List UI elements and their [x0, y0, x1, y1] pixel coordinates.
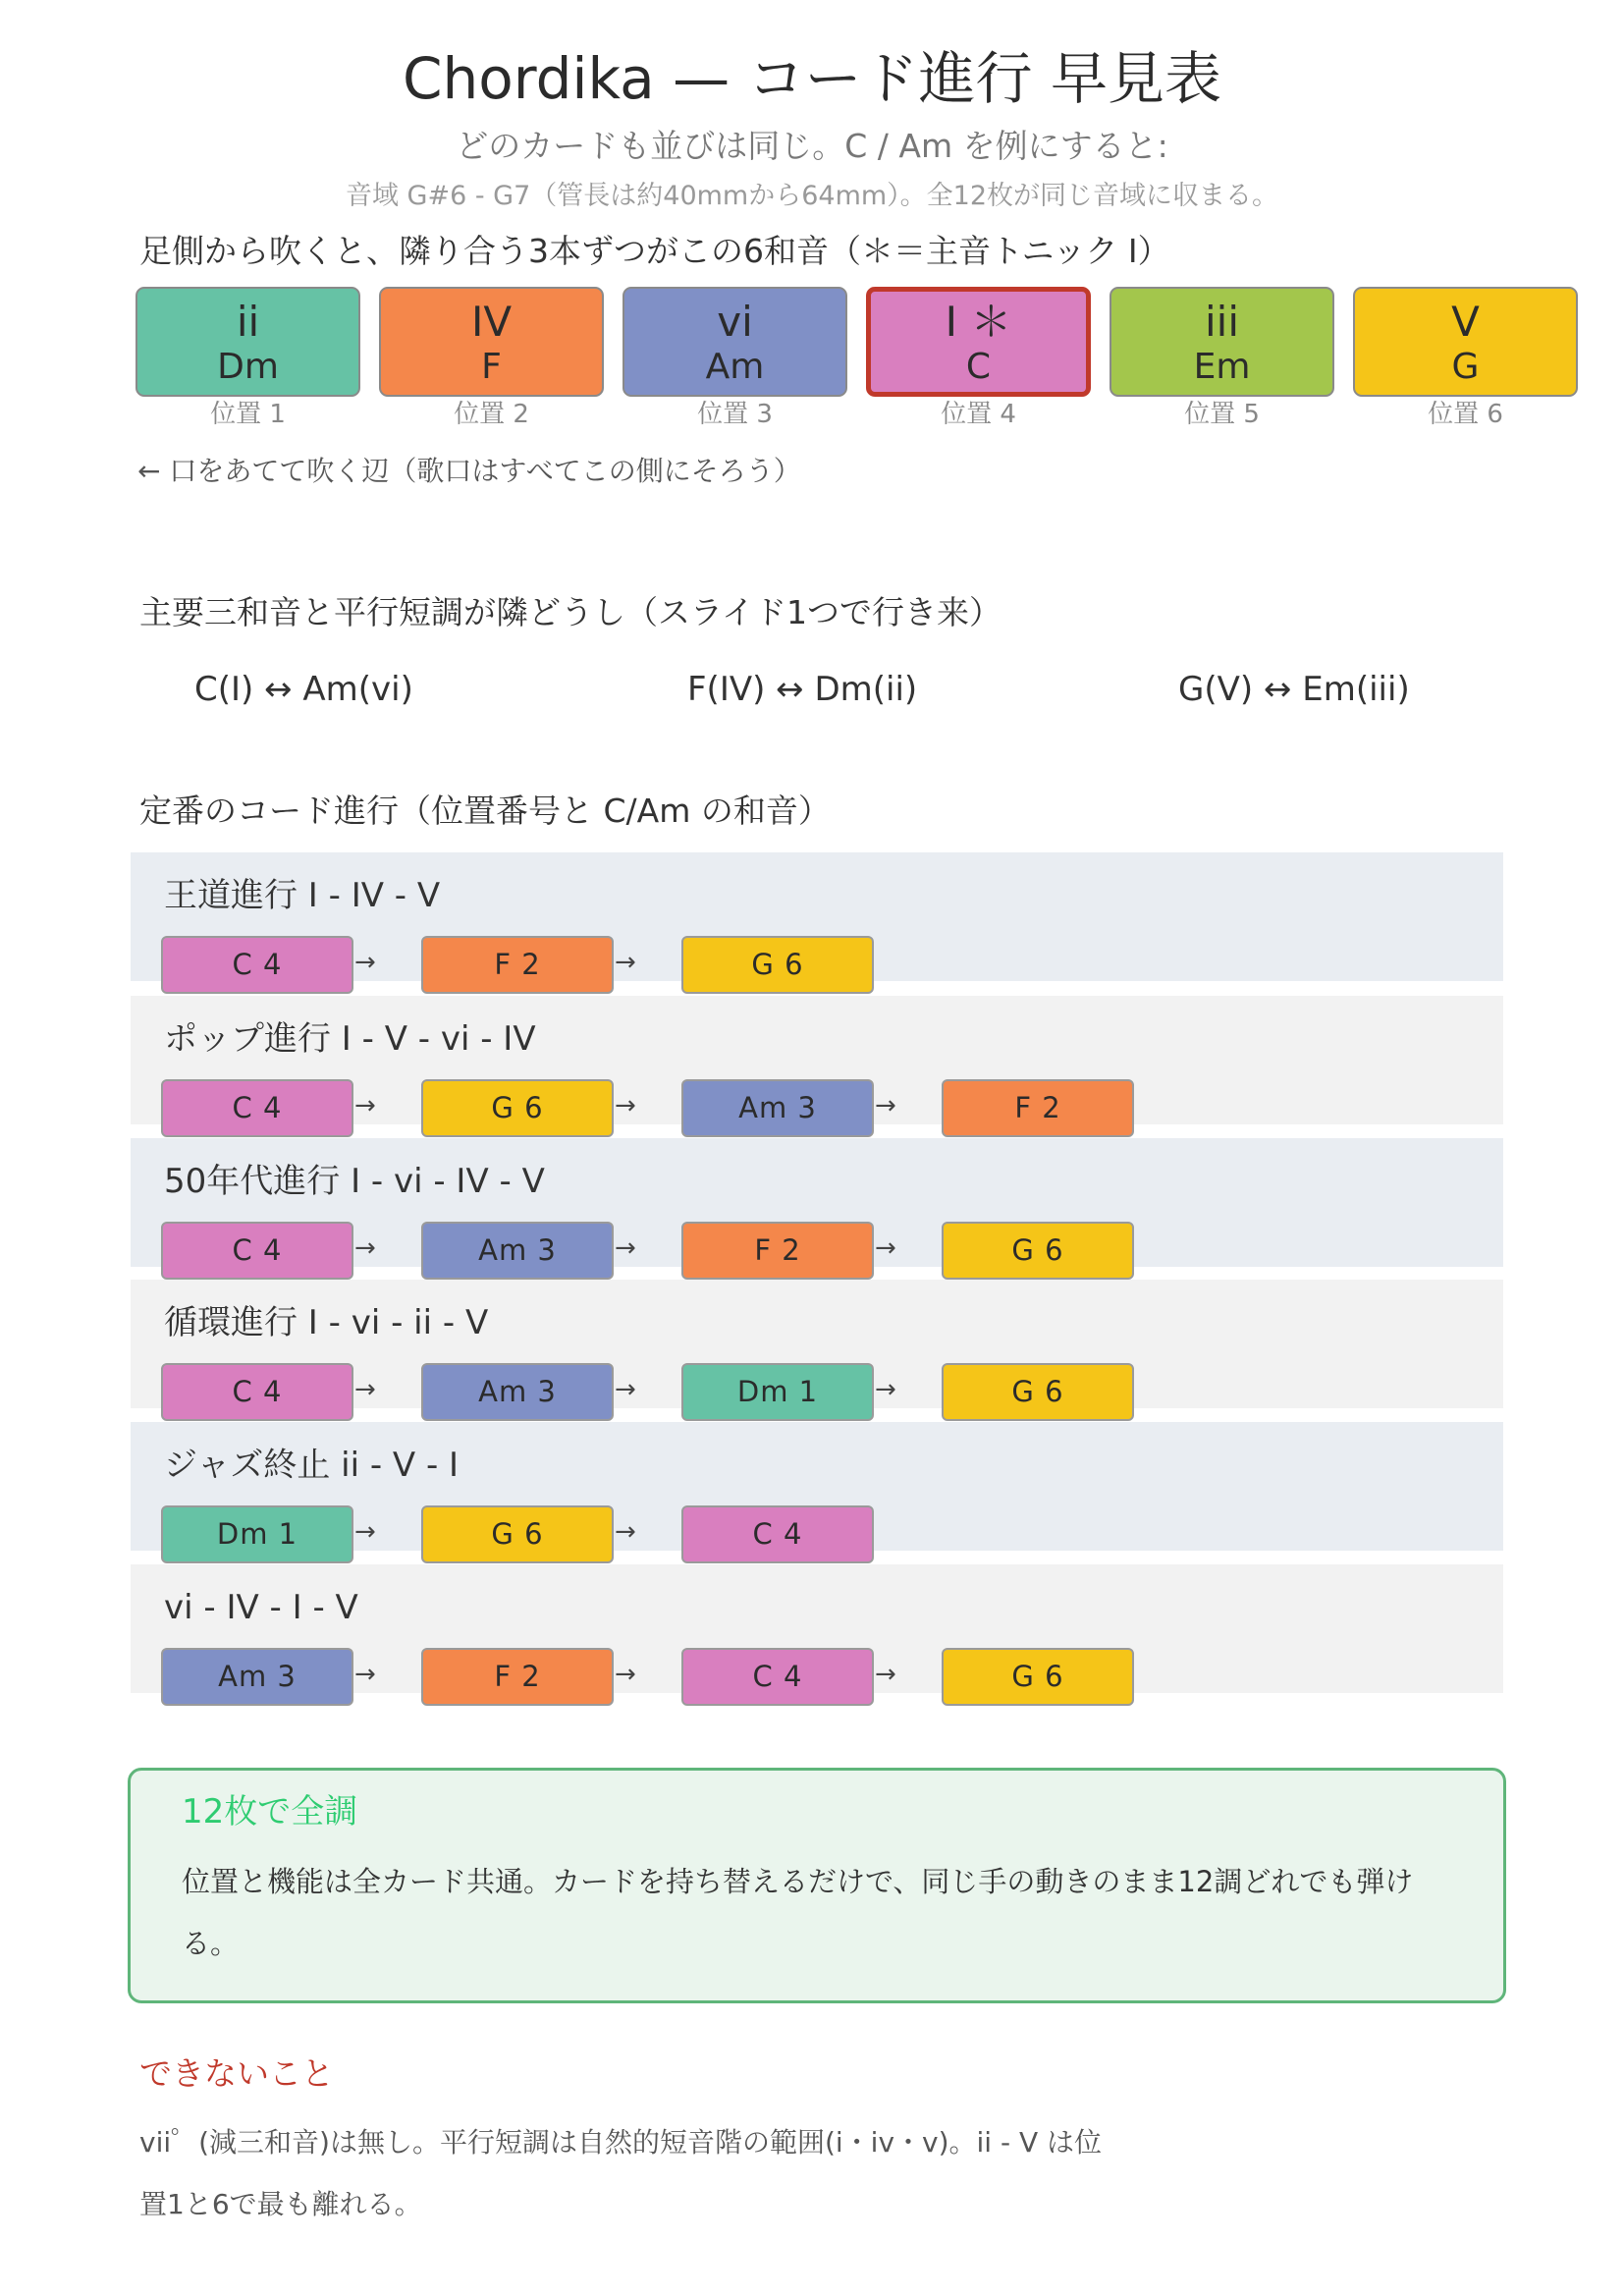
arrow-right-icon: → [615, 1091, 636, 1121]
chord-chip: F 2 [421, 936, 614, 994]
callout-body: 位置と機能は全カード共通。カードを持ち替えるだけで、同じ手の動きのまま12調どれでも弾ける。 [182, 1865, 1414, 1960]
arrow-right-icon: → [354, 1660, 376, 1689]
chord-card-position-3 [623, 287, 847, 397]
card-roman-numeral: V [1451, 298, 1480, 346]
progression-name: ジャズ終止 ii - V - I [164, 1446, 460, 1485]
progression-row [131, 1280, 1503, 1408]
chord-card-position-5 [1110, 287, 1334, 397]
arrow-right-icon: → [354, 1233, 376, 1263]
card-chord-name: Dm [217, 347, 279, 387]
arrow-right-icon: → [875, 1091, 896, 1121]
progression-row [131, 852, 1503, 981]
chord-chip: C 4 [161, 1363, 353, 1421]
layout-section-title: 足側から吹くと、隣り合う3本ずつがこの6和音（＊＝主音トニック I） [139, 232, 1170, 270]
progression-row [131, 1138, 1503, 1267]
chord-card-position-2 [379, 287, 604, 397]
chord-chip: G 6 [942, 1363, 1134, 1421]
arrow-right-icon: → [354, 1091, 376, 1121]
card-chord-name: F [481, 347, 502, 387]
chord-chip: C 4 [681, 1505, 874, 1563]
chord-chip: Am 3 [421, 1222, 614, 1280]
chord-card-row [135, 287, 1579, 444]
relative-pair-f-dm: F(IV) ↔ Dm(ii) [687, 670, 918, 709]
arrow-right-icon: → [875, 1233, 896, 1263]
card-roman-numeral: vi [717, 298, 753, 346]
card-roman-numeral: ii [236, 298, 260, 346]
chord-chip: Am 3 [421, 1363, 614, 1421]
progression-name: ポップ進行 I - V - vi - IV [164, 1019, 536, 1059]
arrow-right-icon: → [354, 948, 376, 977]
chord-chip: Dm 1 [161, 1505, 353, 1563]
chord-chip: C 4 [161, 1079, 353, 1137]
chord-chip: F 2 [942, 1079, 1134, 1137]
progression-row [131, 1564, 1503, 1693]
chord-chip: C 4 [161, 936, 353, 994]
relative-pair-c-am: C(I) ↔ Am(vi) [194, 670, 413, 709]
card-chord-name: Em [1193, 347, 1251, 387]
progression-name: 50年代進行 I - vi - IV - V [164, 1162, 545, 1201]
chord-card-position-4 [866, 287, 1091, 397]
arrow-right-icon: → [615, 1233, 636, 1263]
range-note: 音域 G#6 - G7（管長は約40mmから64mm）。全12枚が同じ音域に収まる。 [345, 181, 1279, 211]
card-roman-numeral: iii [1204, 298, 1239, 346]
limitations-title: できないこと [139, 2054, 334, 2093]
relatives-section-title: 主要三和音と平行短調が隣どうし（スライド1つで行き来） [139, 593, 1002, 631]
progression-row [131, 996, 1503, 1124]
arrow-right-icon: → [615, 1517, 636, 1547]
card-position-label: 位置 2 [454, 400, 529, 429]
chord-chip: C 4 [161, 1222, 353, 1280]
card-chord-name: G [1451, 347, 1480, 387]
arrow-right-icon: → [615, 948, 636, 977]
chord-chip: F 2 [681, 1222, 874, 1280]
progressions-section-title: 定番のコード進行（位置番号と C/Am の和音） [139, 792, 831, 830]
chord-chip: G 6 [421, 1505, 614, 1563]
card-position-label: 位置 4 [941, 400, 1016, 429]
limitations-body: vii゜(減三和音)は無し。平行短調は自然的短音階の範囲(i・iv・v)。ii - V は位置1と6で最も離れる。 [139, 2126, 1103, 2220]
chord-chip: Am 3 [681, 1079, 874, 1137]
arrow-right-icon: → [875, 1660, 896, 1689]
card-roman-numeral: IV [470, 298, 513, 346]
page-title: Chordika — コード進行 早見表 [403, 45, 1221, 112]
relative-pair-g-em: G(V) ↔ Em(iii) [1178, 670, 1410, 709]
progression-name: vi - IV - I - V [164, 1588, 358, 1627]
progression-name: 循環進行 I - vi - ii - V [164, 1303, 489, 1342]
progression-row [131, 1422, 1503, 1551]
chord-chip: C 4 [681, 1648, 874, 1706]
chord-chip: Am 3 [161, 1648, 353, 1706]
card-position-label: 位置 3 [697, 400, 773, 429]
card-position-label: 位置 5 [1184, 400, 1260, 429]
chord-card-position-1 [135, 287, 360, 397]
chord-card-position-6 [1353, 287, 1578, 397]
arrow-right-icon: → [615, 1660, 636, 1689]
arrow-right-icon: → [354, 1517, 376, 1547]
chord-chip: G 6 [681, 936, 874, 994]
arrow-right-icon: → [875, 1375, 896, 1404]
page-subtitle: どのカードも並びは同じ。C / Am を例にすると: [456, 127, 1168, 165]
chord-chip: F 2 [421, 1648, 614, 1706]
mouthpiece-edge-note: ← 口をあてて吹く辺（歌口はすべてこの側にそろう） [137, 455, 801, 487]
arrow-right-icon: → [615, 1375, 636, 1404]
chord-chip: Dm 1 [681, 1363, 874, 1421]
card-position-label: 位置 1 [210, 400, 286, 429]
arrow-right-icon: → [354, 1375, 376, 1404]
card-chord-name: Am [705, 347, 765, 387]
card-chord-name: C [965, 347, 992, 387]
progression-name: 王道進行 I - IV - V [164, 876, 441, 915]
callout-title: 12枚で全調 [182, 1792, 358, 1831]
card-position-label: 位置 6 [1428, 400, 1503, 429]
chord-chip: G 6 [942, 1648, 1134, 1706]
chord-chip: G 6 [421, 1079, 614, 1137]
chord-chip: G 6 [942, 1222, 1134, 1280]
all-keys-callout [128, 1768, 1506, 2003]
card-roman-numeral: I ＊ [945, 298, 1012, 346]
